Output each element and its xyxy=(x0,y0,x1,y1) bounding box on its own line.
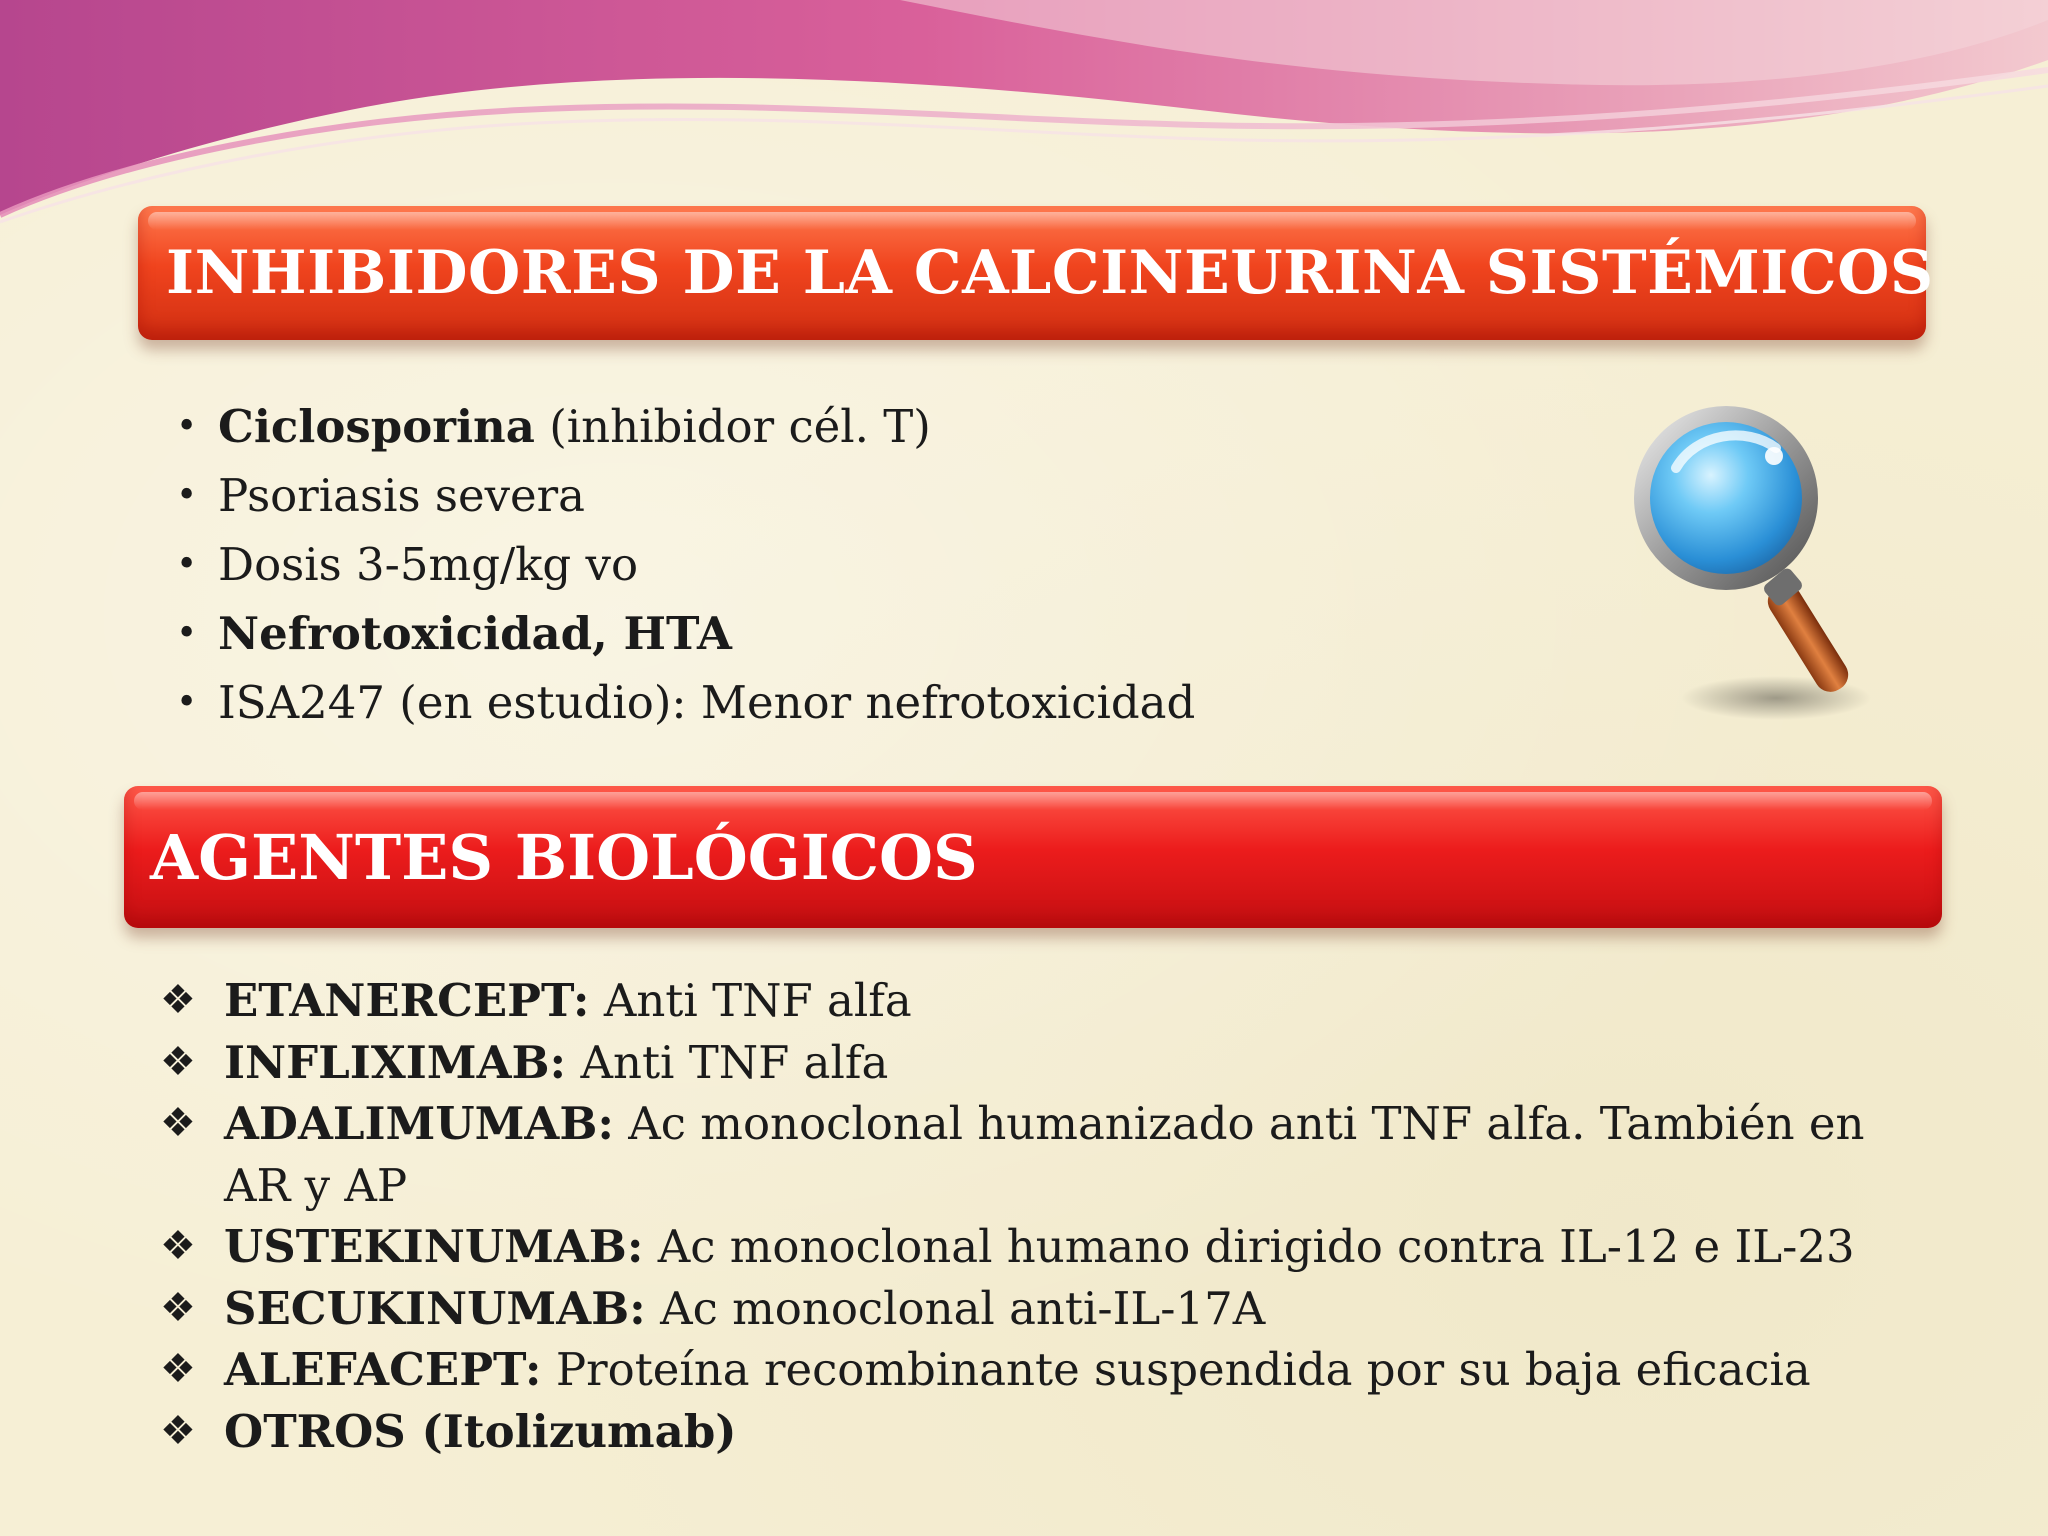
item-text: Ac monoclonal humano dirigido contra IL-12 e IL-23 xyxy=(643,1220,1855,1273)
item-text: Ac monoclonal anti-IL-17A xyxy=(645,1281,1266,1335)
item-bold: Nefrotoxicidad, HTA xyxy=(218,607,732,660)
item-text: ISA247 (en estudio): Menor nefrotoxicidad xyxy=(218,676,1196,729)
item-bold: ALEFACEPT: xyxy=(224,1343,542,1396)
list-item xyxy=(176,461,1195,530)
list-item xyxy=(160,1339,1940,1401)
list-item xyxy=(176,530,1195,599)
decorative-waves xyxy=(0,0,2048,240)
list-item xyxy=(160,1093,1940,1216)
item-text: Anti TNF alfa xyxy=(589,974,912,1027)
diamond-bullet-icon: ❖ xyxy=(160,1038,196,1085)
calcineurin-list xyxy=(176,392,1195,737)
diamond-bullet-icon: ❖ xyxy=(160,1100,196,1146)
item-text: Psoriasis severa xyxy=(218,469,585,522)
item-bold: INFLIXIMAB: xyxy=(224,1035,567,1089)
section-title-calcineurin xyxy=(138,206,1934,340)
item-bold: ETANERCEPT: xyxy=(224,974,590,1027)
item-text: Ac monoclonal humanizado anti TNF alfa. También en AR y AP xyxy=(224,1097,1865,1212)
item-text: Dosis 3-5mg/kg vo xyxy=(218,538,639,591)
list-item xyxy=(160,970,1940,1032)
item-text: Proteína recombinante suspendida por su baja eficacia xyxy=(541,1343,1811,1396)
bullet-icon: • xyxy=(176,406,198,447)
list-item xyxy=(160,1401,1940,1463)
diamond-bullet-icon: ❖ xyxy=(160,1407,196,1454)
bullet-icon: • xyxy=(176,682,198,723)
biologics-list xyxy=(160,970,1940,1462)
magnifying-glass-icon xyxy=(1626,398,1876,728)
item-bold: OTROS (Itolizumab) xyxy=(224,1404,737,1458)
diamond-bullet-icon: ❖ xyxy=(160,1284,196,1331)
diamond-bullet-icon: ❖ xyxy=(160,1223,196,1269)
section-title-text: AGENTES BIOLÓGICOS xyxy=(150,820,978,894)
item-bold: SECUKINUMAB: xyxy=(224,1281,646,1335)
list-item xyxy=(160,1032,1940,1094)
list-item xyxy=(176,392,1195,461)
list-item xyxy=(176,668,1195,737)
section-title-biologics xyxy=(124,786,1942,928)
section-title-text: INHIBIDORES DE LA CALCINEURINA SISTÉMICOS xyxy=(166,238,1934,308)
list-item xyxy=(176,599,1195,668)
bullet-icon: • xyxy=(176,613,198,654)
item-bold: USTEKINUMAB: xyxy=(224,1220,644,1273)
item-text: (inhibidor cél. T) xyxy=(534,400,931,453)
item-text: Anti TNF alfa xyxy=(566,1035,889,1089)
list-item xyxy=(160,1278,1940,1340)
bullet-icon: • xyxy=(176,475,198,516)
list-item xyxy=(160,1216,1940,1278)
item-bold: ADALIMUMAB: xyxy=(224,1097,614,1150)
item-bold: Ciclosporina xyxy=(218,400,535,453)
diamond-bullet-icon: ❖ xyxy=(160,1346,196,1392)
bullet-icon: • xyxy=(176,544,198,585)
diamond-bullet-icon: ❖ xyxy=(160,977,196,1023)
